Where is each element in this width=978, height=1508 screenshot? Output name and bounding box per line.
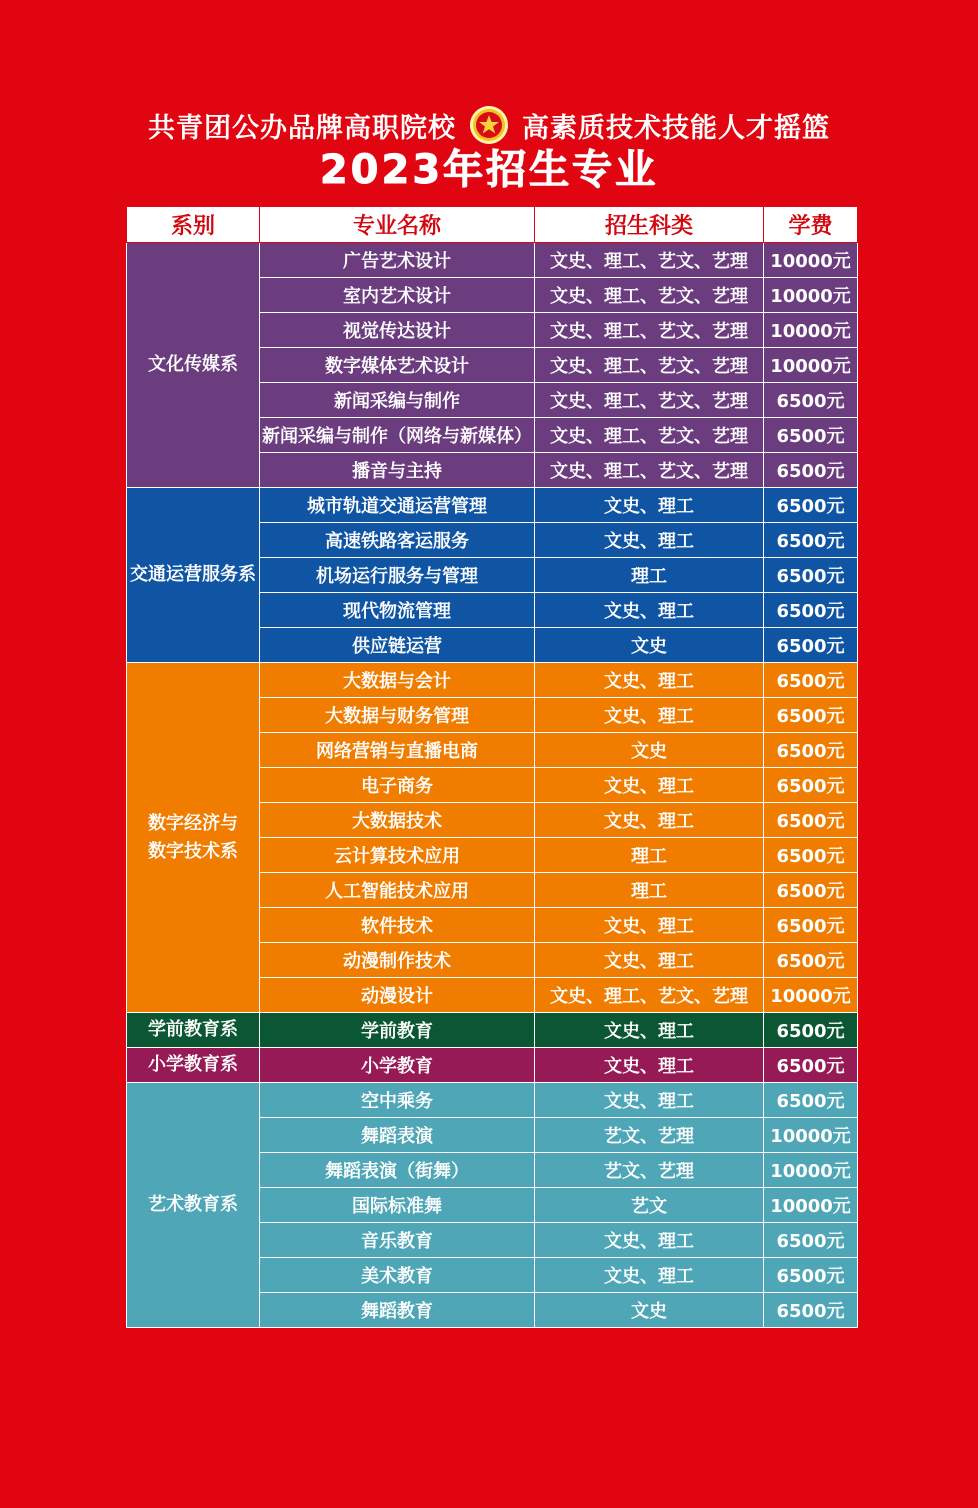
subjects-cell: 艺文、艺理	[535, 1118, 764, 1153]
slogan-left: 共青团公办品牌高职院校	[148, 112, 456, 144]
subjects-cell: 文史、理工	[535, 1258, 764, 1293]
fee-cell: 6500元	[764, 1083, 858, 1118]
fee-cell: 6500元	[764, 1013, 858, 1048]
fee-cell: 6500元	[764, 768, 858, 803]
major-name-cell: 新闻采编与制作（网络与新媒体）	[260, 418, 535, 453]
major-name-cell: 视觉传达设计	[260, 313, 535, 348]
subjects-cell: 文史、理工、艺文、艺理	[535, 978, 764, 1013]
fee-cell: 6500元	[764, 1293, 858, 1328]
department-name-line: 数字技术系	[148, 840, 238, 862]
subjects-cell: 文史、理工	[535, 768, 764, 803]
page-title: 2023年招生专业	[319, 147, 659, 193]
subjects-cell: 文史、理工	[535, 803, 764, 838]
major-name-cell: 动漫设计	[260, 978, 535, 1013]
major-name-cell: 舞蹈教育	[260, 1293, 535, 1328]
department-cell: 交通运营服务系	[127, 488, 260, 663]
major-name-cell: 城市轨道交通运营管理	[260, 488, 535, 523]
subjects-cell: 文史	[535, 1293, 764, 1328]
major-name-cell: 音乐教育	[260, 1223, 535, 1258]
table-body	[127, 243, 858, 1328]
major-name-cell: 小学教育	[260, 1048, 535, 1083]
fee-cell: 6500元	[764, 523, 858, 558]
fee-cell: 6500元	[764, 383, 858, 418]
major-name-cell: 空中乘务	[260, 1083, 535, 1118]
header-department: 系别	[127, 207, 260, 243]
fee-cell: 6500元	[764, 488, 858, 523]
fee-cell: 6500元	[764, 593, 858, 628]
subjects-cell: 文史、理工	[535, 1048, 764, 1083]
fee-cell: 6500元	[764, 943, 858, 978]
youth-league-emblem-icon	[470, 106, 508, 144]
major-name-cell: 人工智能技术应用	[260, 873, 535, 908]
subjects-cell: 文史、理工、艺文、艺理	[535, 418, 764, 453]
department-cell: 学前教育系	[127, 1013, 260, 1048]
subjects-cell: 文史、理工	[535, 663, 764, 698]
department-cell: 艺术教育系	[127, 1083, 260, 1328]
fee-cell: 6500元	[764, 803, 858, 838]
subjects-cell: 文史、理工、艺文、艺理	[535, 348, 764, 383]
major-name-cell: 供应链运营	[260, 628, 535, 663]
table-row	[127, 488, 858, 523]
slogan-right: 高素质技术技能人才摇篮	[522, 112, 830, 144]
major-name-cell: 舞蹈表演	[260, 1118, 535, 1153]
table-row	[127, 663, 858, 698]
subjects-cell: 文史、理工	[535, 593, 764, 628]
subjects-cell: 文史、理工、艺文、艺理	[535, 453, 764, 488]
fee-cell: 6500元	[764, 698, 858, 733]
fee-cell: 6500元	[764, 1258, 858, 1293]
subjects-cell: 文史	[535, 628, 764, 663]
fee-cell: 10000元	[764, 243, 858, 278]
fee-cell: 10000元	[764, 1118, 858, 1153]
major-name-cell: 大数据技术	[260, 803, 535, 838]
fee-cell: 6500元	[764, 663, 858, 698]
department-cell: 小学教育系	[127, 1048, 260, 1083]
fee-cell: 6500元	[764, 558, 858, 593]
subjects-cell: 文史、理工、艺文、艺理	[535, 243, 764, 278]
major-name-cell: 高速铁路客运服务	[260, 523, 535, 558]
subjects-cell: 理工	[535, 558, 764, 593]
header-subjects: 招生科类	[535, 207, 764, 243]
header-fee: 学费	[764, 207, 858, 243]
major-name-cell: 美术教育	[260, 1258, 535, 1293]
majors-table	[126, 206, 858, 1328]
subjects-cell: 艺文	[535, 1188, 764, 1223]
fee-cell: 10000元	[764, 348, 858, 383]
major-name-cell: 软件技术	[260, 908, 535, 943]
major-name-cell: 广告艺术设计	[260, 243, 535, 278]
fee-cell: 6500元	[764, 453, 858, 488]
subjects-cell: 艺文、艺理	[535, 1153, 764, 1188]
subjects-cell: 文史、理工	[535, 1223, 764, 1258]
major-name-cell: 大数据与会计	[260, 663, 535, 698]
subjects-cell: 理工	[535, 873, 764, 908]
fee-cell: 6500元	[764, 733, 858, 768]
major-name-cell: 云计算技术应用	[260, 838, 535, 873]
fee-cell: 6500元	[764, 838, 858, 873]
slogan-line	[0, 103, 978, 147]
subjects-cell: 文史、理工	[535, 698, 764, 733]
major-name-cell: 播音与主持	[260, 453, 535, 488]
table-row	[127, 1013, 858, 1048]
fee-cell: 10000元	[764, 278, 858, 313]
subjects-cell: 文史、理工	[535, 1013, 764, 1048]
table-header-row	[127, 207, 858, 243]
table-row	[127, 243, 858, 278]
subjects-cell: 文史、理工、艺文、艺理	[535, 313, 764, 348]
subjects-cell: 理工	[535, 838, 764, 873]
department-cell	[127, 663, 260, 1013]
subjects-cell: 文史、理工	[535, 943, 764, 978]
major-name-cell: 学前教育	[260, 1013, 535, 1048]
table-row	[127, 1048, 858, 1083]
subjects-cell: 文史、理工	[535, 908, 764, 943]
department-name-line: 数字经济与	[148, 812, 238, 834]
fee-cell: 10000元	[764, 313, 858, 348]
major-name-cell: 动漫制作技术	[260, 943, 535, 978]
fee-cell: 10000元	[764, 978, 858, 1013]
fee-cell: 10000元	[764, 1153, 858, 1188]
major-name-cell: 新闻采编与制作	[260, 383, 535, 418]
fee-cell: 10000元	[764, 1188, 858, 1223]
department-cell: 文化传媒系	[127, 243, 260, 488]
fee-cell: 6500元	[764, 1223, 858, 1258]
subjects-cell: 文史、理工	[535, 523, 764, 558]
major-name-cell: 大数据与财务管理	[260, 698, 535, 733]
major-name-cell: 舞蹈表演（街舞）	[260, 1153, 535, 1188]
table-row	[127, 1083, 858, 1118]
major-name-cell: 国际标准舞	[260, 1188, 535, 1223]
header-major: 专业名称	[260, 207, 535, 243]
fee-cell: 6500元	[764, 908, 858, 943]
subjects-cell: 文史、理工	[535, 1083, 764, 1118]
subjects-cell: 文史、理工、艺文、艺理	[535, 278, 764, 313]
subjects-cell: 文史	[535, 733, 764, 768]
major-name-cell: 电子商务	[260, 768, 535, 803]
fee-cell: 6500元	[764, 628, 858, 663]
major-name-cell: 室内艺术设计	[260, 278, 535, 313]
major-name-cell: 网络营销与直播电商	[260, 733, 535, 768]
fee-cell: 6500元	[764, 873, 858, 908]
major-name-cell: 数字媒体艺术设计	[260, 348, 535, 383]
subjects-cell: 文史、理工	[535, 488, 764, 523]
fee-cell: 6500元	[764, 418, 858, 453]
major-name-cell: 机场运行服务与管理	[260, 558, 535, 593]
fee-cell: 6500元	[764, 1048, 858, 1083]
subjects-cell: 文史、理工、艺文、艺理	[535, 383, 764, 418]
major-name-cell: 现代物流管理	[260, 593, 535, 628]
